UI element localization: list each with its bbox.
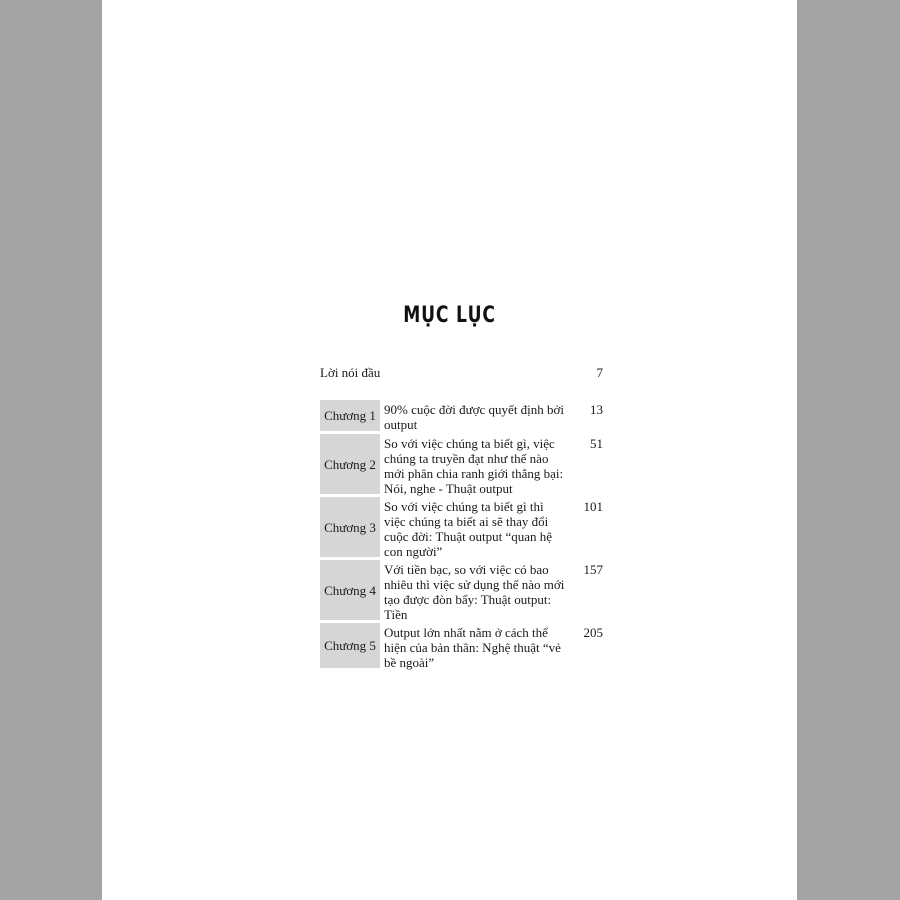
toc-preface-row [320, 365, 605, 381]
chapter-label: Chương 2 [320, 434, 380, 494]
chapter-label: Chương 3 [320, 497, 380, 557]
chapter-page: 205 [583, 625, 603, 640]
chapter-label: Chương 4 [320, 560, 380, 620]
chapter-title: Output lớn nhất nằm ở cách thể hiện của bản thân: Nghệ thuật “vẻ bề ngoài” [384, 625, 561, 670]
preface-page: 7 [596, 365, 603, 380]
chapter-title: Với tiền bạc, so với việc có bao nhiêu thì việc sử dụng thế nào mới tạo được đòn bẩy: Thuật output: Tiền [384, 562, 565, 622]
chapter-title: So với việc chúng ta biết gì, việc chúng ta truyền đạt như thế nào mới phân chia ranh giới thắng bại: Nói, nghe - Thuật output [384, 436, 564, 496]
chapter-title: 90% cuộc đời được quyết định bởi output [384, 402, 565, 432]
chapter-page: 157 [583, 562, 603, 577]
chapter-title: So với việc chúng ta biết gì thì việc chúng ta biết ai sẽ thay đổi cuộc đời: Thuật output “quan hệ con người” [384, 499, 553, 559]
preface-label: Lời nói đầu [320, 365, 381, 380]
chapter-page: 13 [590, 402, 603, 417]
toc-chapter-row [320, 623, 605, 668]
toc-chapter-row [320, 497, 605, 557]
toc-chapter-row [320, 560, 605, 620]
chapter-page: 101 [583, 499, 603, 514]
toc-chapter-row [320, 434, 605, 494]
chapter-page: 51 [590, 436, 603, 451]
chapter-label: Chương 1 [320, 400, 380, 431]
chapter-label: Chương 5 [320, 623, 380, 668]
page-title: MỤC LỤC [403, 303, 496, 328]
toc-chapter-row [320, 400, 605, 431]
book-page [102, 0, 797, 900]
table-of-contents [320, 365, 605, 671]
